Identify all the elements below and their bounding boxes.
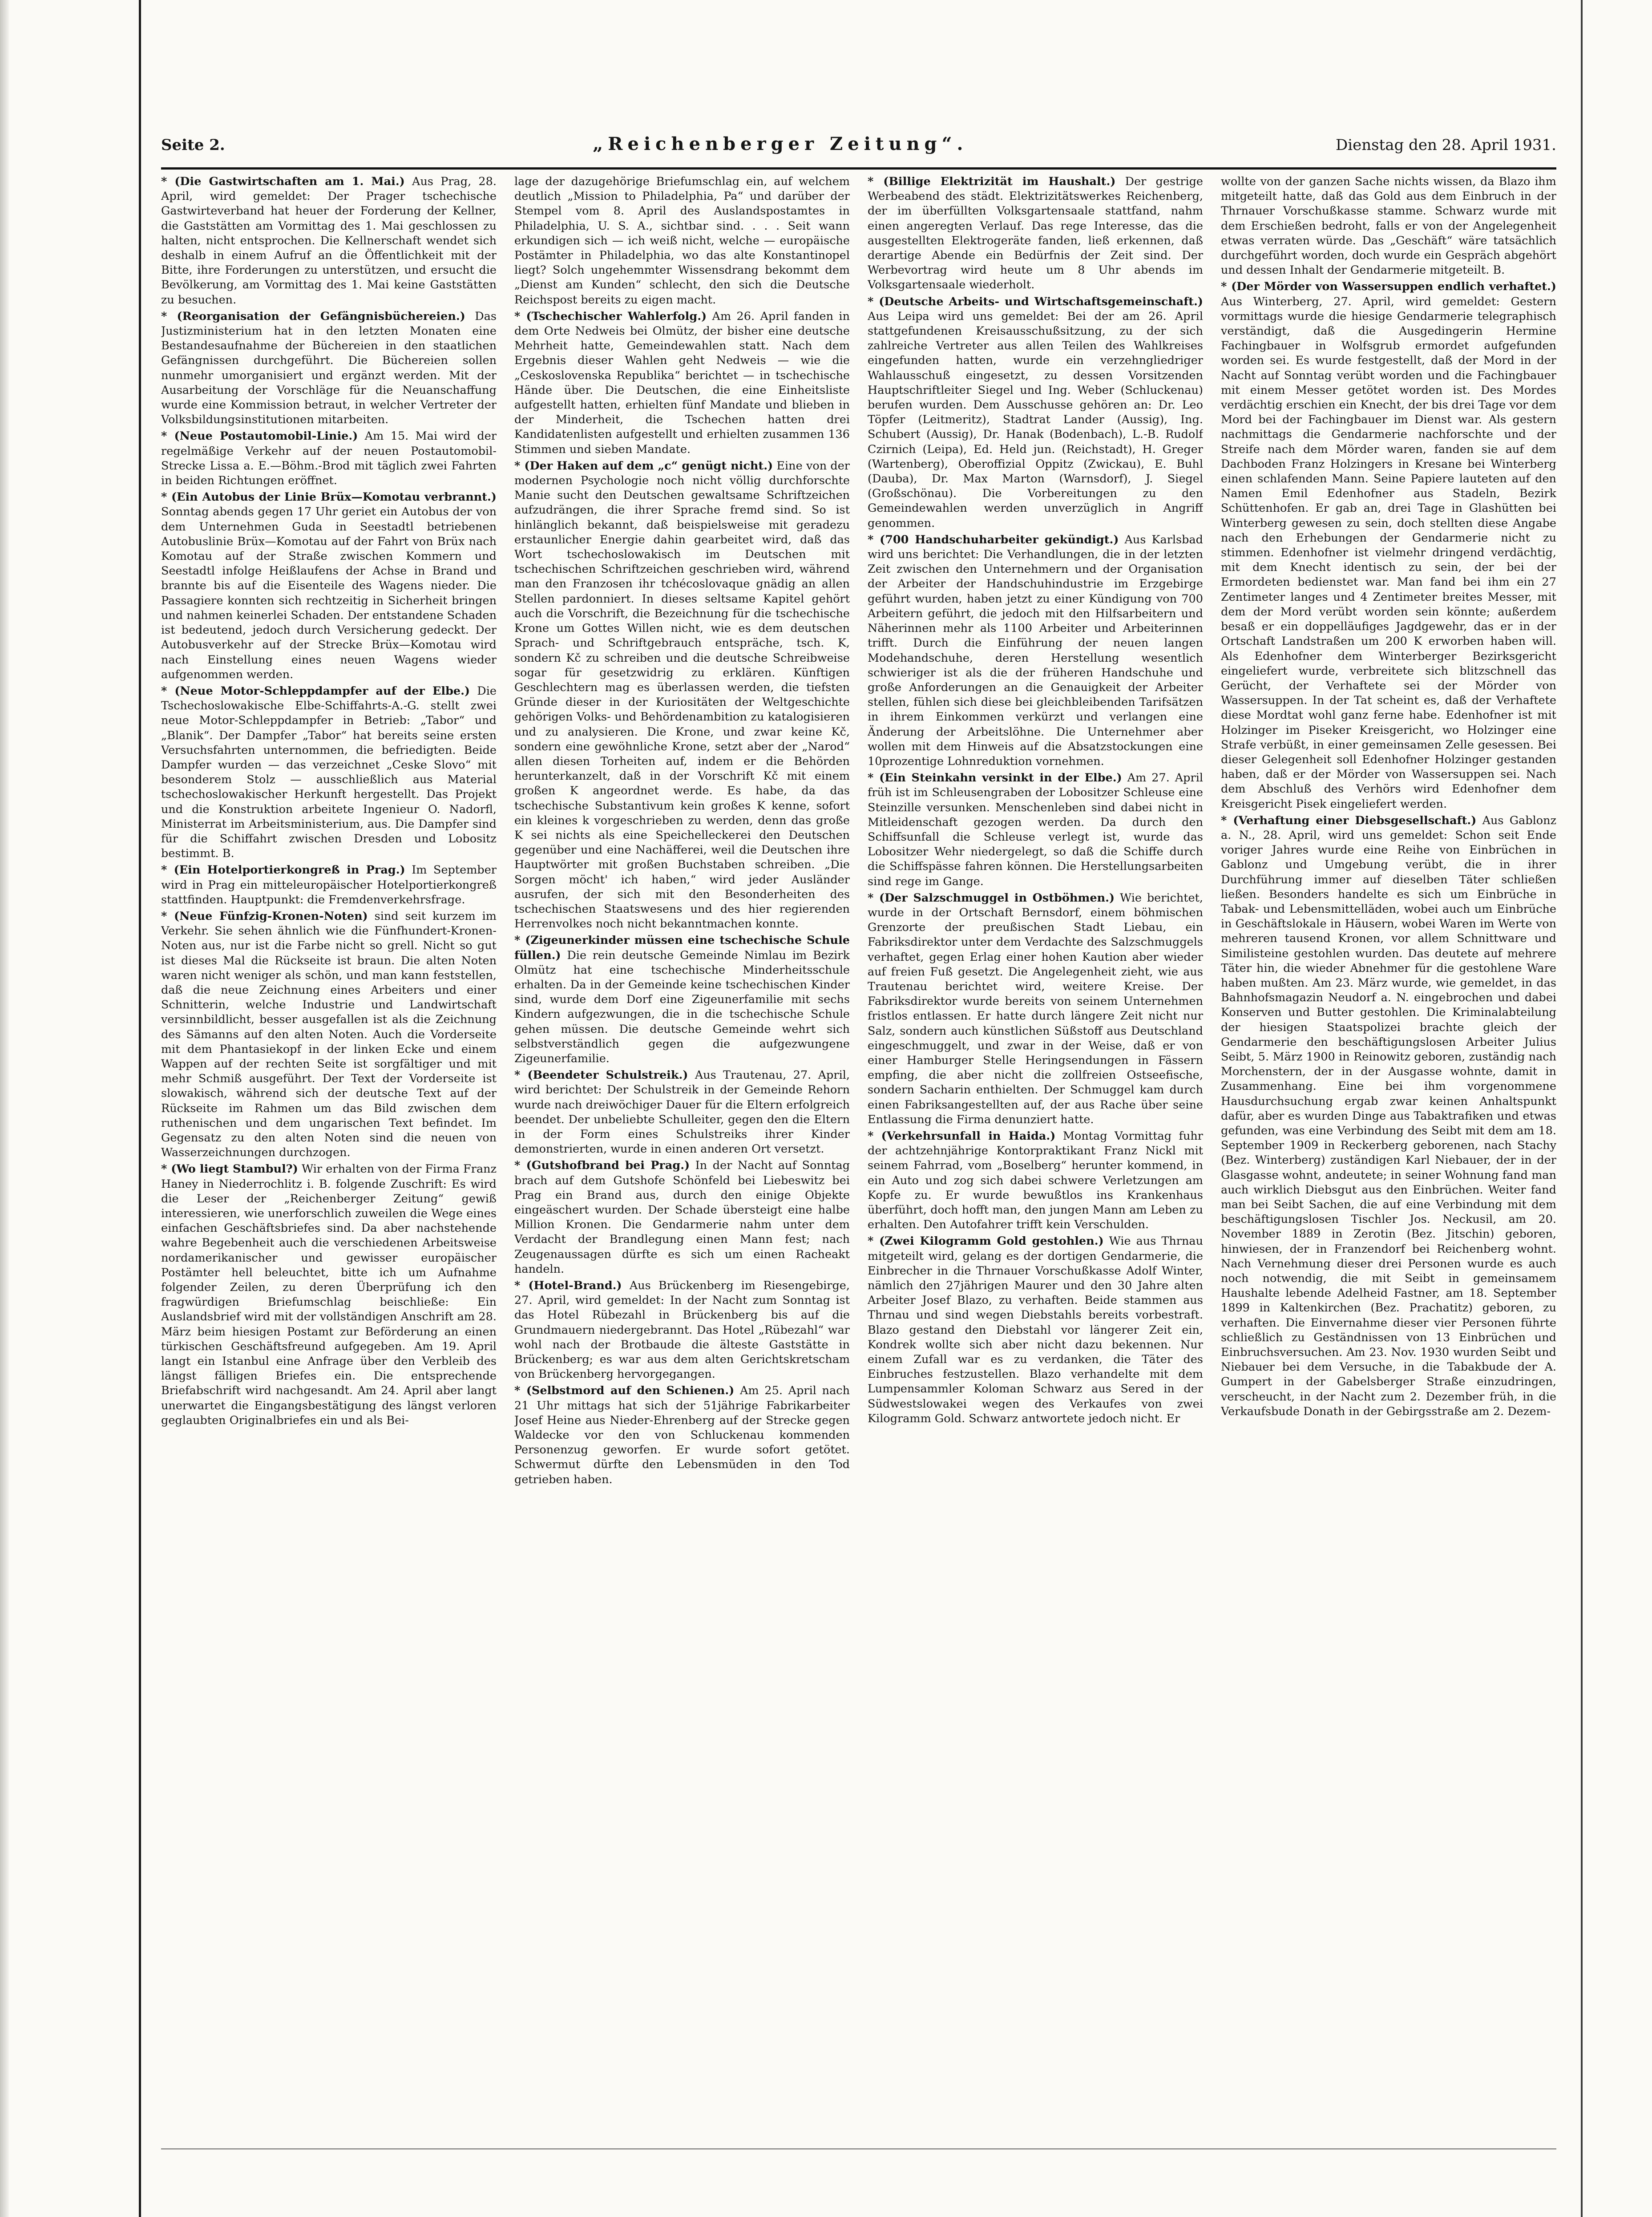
article-bullet: * xyxy=(1221,813,1233,827)
article-headline: (Die Gastwirtschaften am 1. Mai.) xyxy=(174,175,405,188)
article-bullet: * xyxy=(868,891,879,905)
news-article xyxy=(514,459,850,932)
article-bullet: * xyxy=(868,295,879,308)
article-body: Montag Vormittag fuhr der achtzehnjährige Kontorpraktikant Franz Nickl mit seinem Fahrrad, vom „Boselberg“ herunter kommend, in ein Auto und zog sich dabei schwere Verletzungen am Kopfe zu. Er wurde bewußtlos ins Krankenhaus überführt, doch hofft man, den jungen Mann am Leben zu erhalten. Den Autofahrer trifft kein Verschulden. xyxy=(868,1129,1203,1232)
article-body: Sonntag abends gegen 17 Uhr geriet ein Autobus der von dem Unternehmen Guda in Seestadtl betriebenen Autobuslinie Brüx—Komotau auf der Fahrt von Brüx nach Komotau auf der Straße zwischen Kommern und Seestadtl infolge Heißlaufens der Achse in Brand und brannte bis auf die Eisenteile des Wagens nieder. Die Passagiere konnten sich rechtzeitig in Sicherheit bringen und nahmen keinerlei Schaden. Der entstandene Schaden ist bedeutend, jedoch durch Versicherung gedeckt. Der Autobusverkehr auf der Strecke Brüx—Komotau wird nach Einstellung eines neuen Wagens wieder aufgenommen werden. xyxy=(161,505,497,681)
newspaper-title: „Reichenberger Zeitung“. xyxy=(593,134,968,154)
article-headline: (Reorganisation der Gefängnisbüchereien.) xyxy=(177,309,465,323)
news-article xyxy=(161,909,497,1160)
article-headline: (Zwei Kilogramm Gold gestohlen.) xyxy=(879,1234,1104,1248)
article-bullet: * xyxy=(161,175,175,188)
news-article xyxy=(161,490,497,682)
bottom-rule xyxy=(161,2148,1556,2149)
article-body: Aus Gablonz a. N., 28. April, wird uns gemeldet: Schon seit Ende voriger Jahres wurde eine Reihe von Einbrüchen in Gablonz und Umgebung verübt, die in ihrer Durchführung immer auf dieselben Täter schließen ließen. Besonders handelte es sich um Einbrüche in Tabak- und Lebensmittelläden, wobei auch um Einbrüche in Geschäftslokale in Häusern, wobei Waren im Werte von mehreren tausend Kronen, vor allem Schnittware und Similisteine gestohlen wurden. Das deutete auf mehrere Täter hin, die wieder Abnehmer für die gestohlene Ware haben mußten. Am 23. März wurde, wie gemeldet, in das Bahnhofsmagazin Neudorf a. N. eingebrochen und dabei Konserven und Butter gestohlen. Die Kriminalabteilung der hiesigen Staatspolizei brachte gleich der Gendarmerie den beschäftigungslosen Arbeiter Julius Seibt, 5. März 1900 in Reinowitz geboren, zuständig nach Morchenstern, der in der Ausgasse wohnte, damit in Zusammenhang. Eine bei ihm vorgenommene Hausdurchsuchung ergab zwar keinen Anhaltspunkt dafür, aber es wurden Dinge aus Tabaktrafiken und etwas gefunden, was eine Verbindung des Seibt mit dem am 18. September 1909 in Reckerberg geborenen, nach Stachy (Bez. Winterberg) zuständigen Karl Niebauer, der in der Glasgasse wohnt, andeutete; in seiner Wohnung fand man auch wirklich Diebsgut aus den Einbrüchen. Weiter fand man bei Seibt Sachen, die auf eine Verbindung mit dem beschäftigungslosen Tischler Jos. Neckusil, am 20. November 1889 in Zerotin (Bez. Jitschin) geboren, hinwiesen, der in Franzendorf bei Reichenberg wohnt. Nach Vernehmung dieser drei Personen wurde es auch noch notwendig, die mit Seibt in gemeinsamem Haushalte lebende Adelheid Fastner, am 18. September 1899 in Kaltenkirchen (Bez. Prachatitz) geboren, zu verhaften. Die Einvernahme dieser vier Personen führte schließlich zu Geständnissen von 13 Einbrüchen und Einbruchsversuchen. Am 23. Nov. 1930 wurden Seibt und Niebauer bei dem Versuche, in die Tabakbude der A. Gumpert in der Gabelsberger Straße einzudringen, verscheucht, in der Nacht zum 2. Dezember früh, in die Verkaufsbude Donath in der Gebirgsstraße am 2. Dezem- xyxy=(1221,813,1556,1418)
news-article xyxy=(161,863,497,907)
article-headline: (Verhaftung einer Diebsgesellschaft.) xyxy=(1233,813,1477,827)
article-headline: (Der Haken auf dem „c“ genügt nicht.) xyxy=(524,459,773,473)
article-headline: (Der Mörder von Wassersuppen endlich verhaftet.) xyxy=(1231,280,1556,294)
article-bullet: * xyxy=(161,309,177,323)
article-body: Im September wird in Prag ein mitteleuropäischer Hotelportierkongreß stattfinden. Hauptpunkt: die Fremdenverkehrsfrage. xyxy=(161,863,497,906)
article-body: sind seit kurzem im Verkehr. Sie sehen ähnlich wie die Fünfhundert-Kronen-Noten aus, nur ist die Farbe nicht so grell. Nicht so gut ist dieses Mal die Rückseite ist braun. Die alten Noten waren nicht weniger als schön, und man kann feststellen, daß die neue Zeichnung eines Arbeiters und einer Schnitterin, welche Industrie und Landwirtschaft versinnbildlicht, besser ausgefallen ist als die Zeichnung des Sämanns auf den alten Noten. Auch die Vorderseite mit dem Phantasiekopf in der linken Ecke und einem Wappen auf der rechten Seite ist sorgfältiger und mit mehr Schmiß ausgeführt. Der Text der Vorderseite ist slowakisch, während sich der deutsche Text auf der Rückseite im Rahmen um das Bild zwischen dem ruthenischen und dem ungarischen Text befindet. Im Gegensatz zu den alten Noten sind die neuen von Wasserzeichnungen durchzogen. xyxy=(161,909,497,1160)
article-headline: (Der Salzschmuggel in Ostböhmen.) xyxy=(879,891,1115,905)
column-1 xyxy=(161,174,497,2146)
text-columns xyxy=(161,174,1556,2146)
article-body: In der Nacht auf Sonntag brach auf dem Gutshofe Schönfeld bei Liebeswitz bei Prag ein Brand aus, durch den einige Objekte eingeäschert wurden. Der Schade übersteigt eine halbe Million Kronen. Die Gendarmerie nahm unter dem Verdacht der Brandlegung einen Mann fest; nach Zeugenaussagen dürfte es sich um einen Racheakt handeln. xyxy=(514,1159,850,1276)
article-body: Am 25. April nach 21 Uhr mittags hat sich der 51jährige Fabrikarbeiter Josef Heine aus Nieder-Ehrenberg auf der Strecke gegen Waldecke vor den von Schluckenau kommenden Personenzug geworfen. Er wurde sofort getötet. Schwermut dürfte den Lebensmüden in den Tod getrieben haben. xyxy=(514,1384,850,1486)
news-article xyxy=(1221,813,1556,1419)
article-headline: (Ein Steinkahn versinkt in der Elbe.) xyxy=(879,771,1122,785)
article-bullet: * xyxy=(161,1162,171,1176)
article-headline: (700 Handschuharbeiter gekündigt.) xyxy=(880,533,1119,546)
page-binding-edge xyxy=(0,0,9,2217)
news-article xyxy=(161,174,497,307)
news-article xyxy=(161,684,497,861)
news-article xyxy=(161,429,497,488)
article-bullet: * xyxy=(868,1129,881,1143)
article-body: Der gestrige Werbeabend des städt. Elektrizitätswerkes Reichenberg, der im überfüllten Volksgartensaale stattfand, nahm einen angeregten Verlauf. Das rege Interesse, das die ausgestellten Elektrogeräte fanden, ließ erkennen, daß derartige Abende ein Bedürfnis der Zeit sind. Der Werbevortrag wird heute um 8 Uhr abends im Volksgartensaale wiederholt. xyxy=(868,175,1203,292)
article-body: Das Justizministerium hat in den letzten Monaten eine Bestandesaufnahme der Büchereien in den staatlichen Gefängnissen durchgeführt. Die Büchereien sollen nunmehr umorganisiert und ergänzt werden. Mit der Ausarbeitung der Vorschläge für die Neuanschaffung wurde eine Kommission betraut, in welcher Vertreter der Volksbildungsinstitutionen mitarbeiten. xyxy=(161,309,497,427)
news-article xyxy=(514,309,850,457)
news-article xyxy=(868,891,1203,1127)
news-article xyxy=(514,1158,850,1277)
article-headline: (Neue Fünfzig-Kronen-Noten) xyxy=(174,909,368,923)
article-bullet: * xyxy=(868,771,880,785)
article-bullet: * xyxy=(868,533,880,546)
article-body: wollte von der ganzen Sache nichts wissen, da Blazo ihm mitgeteilt hatte, daß das Gold aus dem Einbruch in der Thrnauer Vorschußkasse stamme. Schwarz wurde mit dem Erschießen bedroht, falls er von der Angelegenheit etwas verraten würde. Das „Geschäft“ wäre tatsächlich durchgeführt worden, doch wurde ein Gespräch abgehört und dessen Inhalt der Gendarmerie mitgeteilt. B. xyxy=(1221,175,1556,277)
news-article xyxy=(514,1068,850,1157)
article-headline: (Gutshofbrand bei Prag.) xyxy=(526,1159,690,1173)
news-article xyxy=(514,1384,850,1487)
article-body: lage der dazugehörige Briefumschlag ein, auf welchem deutlich „Mission to Philadelphia, Pa“ und darüber der Stempel vom 8. April des Auslandspostamtes in Philadelphia, U. S. A., sichtbar sind. . . . Seit wann erkundigen sich — ich weiß nicht, welche — europäische Postämter in Philadelphia, wo das alte Konstantinopel liegt? Solch ungehemmter Wissensdrang bekommt dem „Dienst am Kunden“ schlecht, den sich die Deutsche Reichspost bereits zu eigen macht. xyxy=(514,175,850,307)
article-headline: (Billige Elektrizität im Haushalt.) xyxy=(883,175,1116,188)
article-bullet: * xyxy=(1221,280,1232,294)
article-body: Aus Brückenberg im Riesengebirge, 27. April, wird gemeldet: In der Nacht zum Sonntag ist das Hotel Rübezahl in Brückenberg bis auf die Grundmauern niedergebrannt. Das Hotel „Rübezahl“ war wohl nach der Brotbaude die älteste Gaststätte in Brückenberg; es war aus dem alten Gerichtskretscham von Brückenberg hervorgegangen. xyxy=(514,1279,850,1381)
article-body: Wie berichtet, wurde in der Ortschaft Bernsdorf, einem böhmischen Grenzorte der preußischen Stadt Liebau, ein Fabriksdirektor unter dem Verdachte des Salzschmuggels verhaftet, gegen Erlag einer hohen Kaution aber wieder auf freien Fuß gesetzt. Die Angelegenheit zieht, wie aus Trautenau berichtet wird, weitere Kreise. Der Fabriksdirektor wurde bereits von seinem Unternehmen fristlos entlassen. Er hatte durch längere Zeit nicht nur Salz, sondern auch künstlichen Süßstoff aus Deutschland eingeschmuggelt, und zwar in der Weise, daß er von einer Hamburger Stelle Heringsendungen in Fässern empfing, die aber nicht die zollfreien Ostseefische, sondern Sacharin enthielten. Der Schmuggel kam durch einen Fabriksangestellten auf, der aus Rache über seine Entlassung die Firma denunziert hatte. xyxy=(868,891,1203,1126)
article-body: Am 27. April früh ist im Schleusengraben der Lobositzer Schleuse eine Steinzille versunken. Menschenleben sind dabei nicht in Mitleidenschaft gezogen werden. Da durch den Schiffsunfall die Schleuse verlegt ist, wurde das Lobositzer Wehr niedergelegt, so daß die Schiffe durch die Schiffspässe fahren können. Die Herstellungsarbeiten sind rege im Gange. xyxy=(868,771,1203,888)
issue-date: Dienstag den 28. April 1931. xyxy=(1335,136,1556,154)
news-article xyxy=(868,174,1203,293)
news-article xyxy=(161,1162,497,1428)
column-3 xyxy=(868,174,1203,2146)
article-bullet: * xyxy=(514,1384,526,1398)
article-bullet: * xyxy=(161,684,175,698)
article-headline: (Selbstmord auf den Schienen.) xyxy=(526,1384,735,1398)
article-headline: (Neue Postautomobil-Linie.) xyxy=(174,429,358,443)
article-body: Am 15. Mai wird der regelmäßige Verkehr auf der neuen Postautomobil-Strecke Lissa a. E.—Böhm.-Brod mit täglich zwei Fahrten in beiden Richtungen eröffnet. xyxy=(161,429,497,488)
article-bullet: * xyxy=(161,429,174,443)
article-headline: (Deutsche Arbeits- und Wirtschaftsgemeinschaft.) xyxy=(879,295,1203,308)
article-body: Aus Prag, 28. April, wird gemeldet: Der Prager tschechische Gastwirteverband hat heuer der Forderung der Kellner, die Gaststätten am Vormittag des 1. Mai geschlossen zu halten, nicht entsprochen. Die Kellnerschaft wendet sich deshalb in einem Aufruf an die Öffentlichkeit mit der Bitte, ihre Forderungen zu unterstützen, und ersucht die Bevölkerung, am Vormittag des 1. Mai keine Gaststätten zu besuchen. xyxy=(161,175,497,307)
news-article xyxy=(868,1234,1203,1426)
page-number: Seite 2. xyxy=(161,136,225,154)
page-header xyxy=(161,134,1556,165)
news-article xyxy=(1221,279,1556,811)
news-article xyxy=(868,771,1203,889)
article-bullet: * xyxy=(161,490,171,504)
column-4 xyxy=(1221,174,1556,2146)
news-article xyxy=(868,533,1203,769)
article-body: Die Tschechoslowakische Elbe-Schiffahrts-A.-G. stellt zwei neue Motor-Schleppdampfer in Betrieb: „Tabor“ und „Blanik“. Der Dampfer „Tabor“ hat bereits seine ersten Versuchsfahrten unternommen, die befriedigten. Beide Dampfer wurden — das verzeichnet „Ceske Slovo“ mit besonderem Stolz — ausschließlich aus Material tschechoslowakischer Herkunft hergestellt. Das Projekt und die Konstruktion arbeitete Ingenieur O. Nadorfl, Ministerrat im Arbeitsministerium, aus. Die Dampfer sind für die Schiffahrt zwischen Dresden und Lobositz bestimmt. B. xyxy=(161,684,497,861)
article-body: Aus Leipa wird uns gemeldet: Bei der am 26. April stattgefundenen Kreisausschußsitzung, zu der sich zahlreiche Vertreter aus allen Teilen des Wahlkreises eingefunden hatten, wurde ein verzehngliedriger Wahlausschuß eingesetzt, zu dessen Vorsitzenden Hauptschriftleiter Siegel und Ing. Weber (Schluckenau) berufen wurden. Dem Ausschusse gehören an: Dr. Leo Töpfer (Leitmeritz), Stadtrat Lander (Aussig), Ing. Schubert (Aussig), Dr. Hanak (Bodenbach), L.-B. Rudolf Czirnich (Leipa), Ed. Held jun. (Reichstadt), H. Greger (Wartenberg), Oberoffizial Oppitz (Zwickau), E. Buhl (Dauba), Dr. Max Marton (Warnsdorf), J. Siegel (Großschönau). Die Vorbereitungen zu den Gemeindewahlen werden unverzüglich in Angriff genommen. xyxy=(868,309,1203,530)
article-headline: (Zigeunerkinder müssen eine tschechische Schule füllen.) xyxy=(514,934,850,962)
article-headline: (Verkehrsunfall in Haida.) xyxy=(881,1129,1056,1143)
news-article xyxy=(514,174,850,307)
article-body: Eine von der modernen Psychologie noch nicht völlig durchforschte Manie sucht den Deutschen gewaltsame Schriftzeichen aufzudrängen, die ihrer Sprache fremd sind. So ist hinlänglich bekannt, daß beispielsweise mit geradezu erstaunlicher Energie dahin gearbeitet wird, daß das Wort tschechoslowakisch im Deutschen mit tschechischen Schriftzeichen geschrieben wird, während man den Franzosen ihr tchécoslovaque gnädig an allen Stellen pardonniert. In dieses seltsame Kapitel gehört auch die Vorschrift, die Bezeichnung für die tschechische Krone um Gottes Willen nicht, wie es dem deutschen Sprach- und Schriftgebrauch entspräche, tsch. K, sondern Kč zu schreiben und die deutsche Schreibweise sogar für gesetzwidrig zu erklären. Künftigen Geschlechtern mag es überlassen werden, die tiefsten Gründe dieser in der Kuriositäten der Weltgeschichte gehörigen Volks- und Behördenambition zu katalogisieren und zu analysieren. Die Krone, und zwar keine Kč, sondern eine gewöhnliche Krone, setzt aber der „Narod“ allen diesen Torheiten auf, indem er die Behörden herunterkanzelt, daß in der Vorschrift Kč mit einem großen K angeordnet werde. Es habe, da das tschechische Substantivum kein großes K kenne, sofort ein kleines k vorgeschrieben zu werden, denn das große K sei nichts als eine Speichelleckerei den Deutschen gegenüber und eine Nachäfferei, weil die Deutschen ihre Hauptwörter mit großen Buchstaben schreiben. „Die Sorgen möcht' ich haben,“ wird jeder Ausländer ausrufen, der sich mit den Besonderheiten des tschechischen Staatswesens und des hier regierenden Herrenvolkes noch nicht bekanntmachen konnte. xyxy=(514,459,850,931)
news-article xyxy=(514,933,850,1066)
article-body: Wie aus Thrnau mitgeteilt wird, gelang es der dortigen Gendarmerie, die Einbrecher in die Thrnauer Vorschußkasse Adolf Winter, nämlich den 27jährigen Maurer und den 30 Jahre alten Arbeiter Josef Blazo, zu verhaften. Beide stammen aus Thrnau und sind wegen Diebstahls bereits vorbestraft. Blazo gestand den Diebstahl vor längerer Zeit ein, Kondrek wollte sich aber nicht dazu bekennen. Nur einem Zufall war es zu verdanken, die Täter des Einbruches festzustellen. Blazo verhandelte mit dem Lumpensammler Koloman Schwarz aus Sered in der Südwestslowakei wegen des Verkaufes von zwei Kilogramm Gold. Schwarz antwortete jedoch nicht. Er xyxy=(868,1234,1203,1425)
article-headline: (Wo liegt Stambul?) xyxy=(171,1162,298,1176)
article-bullet: * xyxy=(161,909,174,923)
article-bullet: * xyxy=(868,175,884,188)
article-body: Aus Trautenau, 27. April, wird berichtet: Der Schulstreik in der Gemeinde Rehorn wurde nach dreiwöchiger Dauer für die Eltern erfolgreich beendet. Der unbeliebte Schulleiter, gegen den die Eltern in der Form eines Schulstreiks ihrer Kinder demonstrierten, wurde in einen anderen Ort versetzt. xyxy=(514,1068,850,1156)
article-headline: (Ein Autobus der Linie Brüx—Komotau verbrannt.) xyxy=(171,490,497,504)
article-bullet: * xyxy=(514,309,526,323)
article-bullet: * xyxy=(514,1068,528,1082)
article-body: Am 26. April fanden in dem Orte Nedweis bei Olmütz, der bisher eine deutsche Mehrheit hatte, Gemeindewahlen statt. Nach dem Ergebnis dieser Wahlen geht Nedweis — wie die „Ceskoslovenska Republika“ berichtet — in tschechische Hände über. Die Deutschen, die eine Einheitsliste aufgestellt hatten, erhielten fünf Mandate und blieben in der Minderheit, die Tschechen hatten drei Kandidatenlisten aufgestellt und erhielten zusammen 136 Stimmen und sieben Mandate. xyxy=(514,309,850,456)
article-bullet: * xyxy=(514,459,525,473)
article-headline: (Beendeter Schulstreik.) xyxy=(527,1068,688,1082)
article-headline: (Hotel-Brand.) xyxy=(528,1279,622,1293)
article-bullet: * xyxy=(868,1234,880,1248)
article-body: Die rein deutsche Gemeinde Nimlau im Bezirk Olmütz hat eine tschechische Minderheitsschule erhalten. Da in der Gemeinde keine tschechischen Kinder sind, wurde dem Dorf eine Zigeunerfamilie mit sechs Kindern aufgezwungen, die in die tschechische Schule gehen müssen. Die deutsche Gemeinde wehrt sich selbstverständlich gegen die aufgezwungene Zigeunerfamilie. xyxy=(514,948,850,1065)
header-rule xyxy=(161,167,1556,170)
article-bullet: * xyxy=(514,1159,526,1173)
article-headline: (Neue Motor-Schleppdampfer auf der Elbe.) xyxy=(174,684,470,698)
article-bullet: * xyxy=(514,934,525,947)
news-article xyxy=(868,295,1203,531)
article-headline: (Tschechischer Wahlerfolg.) xyxy=(526,309,707,323)
article-bullet: * xyxy=(514,1279,529,1293)
article-headline: (Ein Hotelportierkongreß in Prag.) xyxy=(174,863,405,877)
column-2 xyxy=(514,174,850,2146)
news-article xyxy=(1221,174,1556,278)
news-article xyxy=(868,1129,1203,1232)
article-body: Aus Winterberg, 27. April, wird gemeldet: Gestern vormittags wurde die hiesige Gendarmerie telegraphisch verständigt, daß die Ausgedingerin Hermine Fachingbauer in Wolfsgrub ermordet aufgefunden worden sei. Es wurde festgestellt, daß der Mord in der Nacht auf Sonntag verübt worden und die Fachingbauer mit einem Messer getötet worden ist. Des Mordes verdächtig erschien ein Knecht, der bis drei Tage vor dem Mord bei der Fachingbauer im Dienst war. Als gestern nachmittags die Gendarmerie nachforschte und der Streife nach dem Mörder waren, fanden sie auf dem Dachboden Franz Holzingers in Kresane bei Winterberg einen schlafenden Mann. Seine Papiere lauteten auf den Namen Emil Edenhofner aus Stadeln, Bezirk Schüttenhofen. Er gab an, drei Tage in Glashütten bei Winterberg gewesen zu sein, doch stellten diese Angabe nach den Erhebungen der Gendarmerie nicht zu stimmen. Edenhofner ist vielmehr dringend verdächtig, mit dem Knecht identisch zu sein, der bei der Ermordeten bedienstet war. Man fand bei ihm ein 27 Zentimeter langes und 4 Zentimeter breites Messer, mit dem der Mord verübt worden sein könnte; außerdem besaß er ein doppelläufiges Jagdgewehr, das er in der Ortschaft Landstraßen um 200 K erworben haben will. Als Edenhofner dem Winterberger Bezirksgericht eingeliefert wurde, verbreitete sich blitzschnell das Gerücht, der Verhaftete sei der Mörder von Wassersuppen. In der Tat scheint es, daß der Verhaftete diese Mordtat wohl ganz ferne habe. Edenhofner ist mit Holzinger im Piseker Kreisgericht, wo Holzinger eine Strafe verbüßt, in einer gemeinsamen Zelle gesessen. Bei dieser Gelegenheit soll Edenhofner Holzinger gestanden haben, daß er der Mörder von Wassersuppen sei. Nach dem Abschluß des Verhörs wird Edenhofner dem Kreisgericht Pisek eingeliefert werden. xyxy=(1221,295,1556,811)
news-article xyxy=(161,309,497,428)
news-article xyxy=(514,1278,850,1382)
article-bullet: * xyxy=(161,863,174,877)
article-body: Wir erhalten von der Firma Franz Haney in Niederrochlitz i. B. folgende Zuschrift: Es wird die Leser der „Reichenberger Zeitung“ gewiß interessieren, wie unerforschlich zuweilen die Wege eines einfachen Geschäftsbriefes sind. Da aber nachstehende wahre Begebenheit auch die verschiedenen Arbeitsweise nordamerikanischer und gewisser europäischer Postämter hell beleuchtet, bitte ich um Aufnahme folgender Zeilen, zu deren Überprüfung ich den fragwürdigen Briefumschlag beischließe: Ein Auslandsbrief wird mit der vollständigen Anschrift am 28. März beim hiesigen Postamt zur Beförderung an einen türkischen Geschäftsfreund aufgegeben. Am 19. April langt ein Istanbul eine Anfrage über den Verbleib des längst fälligen Briefes ein. Die entsprechende Briefabschrift wird nachgesandt. Am 24. April aber langt unerwartet die Eingangsbestätigung des längst verloren geglaubten Originalbriefes ein und als Bei- xyxy=(161,1162,497,1427)
article-body: Aus Karlsbad wird uns berichtet: Die Verhandlungen, die in der letzten Zeit zwischen den Unternehmern und der Organisation der Arbeiter der Handschuhindustrie im Erzgebirge geführt wurden, haben jetzt zu einer Kündigung von 700 Arbeitern geführt, die jedoch mit den Hilfsarbeitern und Näherinnen mehr als 1100 Arbeiter und Arbeiterinnen trifft. Durch die Einführung der neuen langen Modehandschuhe, deren Herstellung wesentlich schwieriger ist als die der früheren Handschuhe und große Anforderungen an die Genauigkeit der Arbeiter stellen, fühlen sich diese bei gleichbleibenden Tarifsätzen in ihrem Einkommen verkürzt und verlangen eine Änderung der Arbeitslöhne. Die Unternehmer aber wollen mit dem Hinweis auf die Absatzstockungen eine 10prozentige Lohnreduktion vornehmen. xyxy=(868,533,1203,768)
